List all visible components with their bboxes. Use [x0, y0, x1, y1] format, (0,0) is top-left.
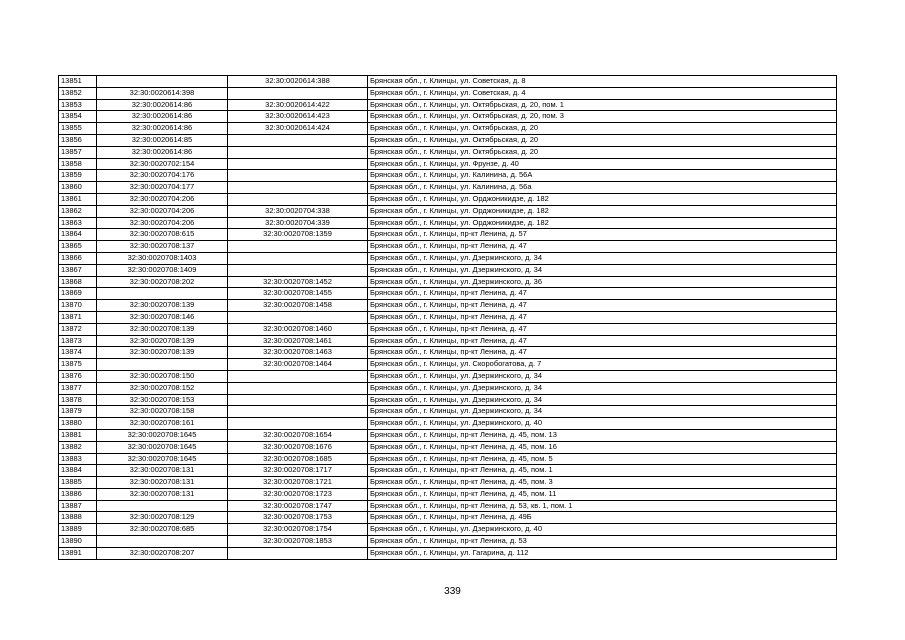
row-number-cell: 13880 — [59, 418, 97, 430]
row-number-cell: 13854 — [59, 111, 97, 123]
object-cadastral-number-cell: 32:30:0020708:1685 — [228, 453, 368, 465]
land-cadastral-number-cell: 32:30:0020614:398 — [97, 87, 228, 99]
address-cell: Брянская обл., г. Клинцы, ул. Дзержинского, д. 40 — [368, 524, 837, 536]
row-number-cell: 13861 — [59, 193, 97, 205]
address-cell: Брянская обл., г. Клинцы, ул. Орджоникидзе, д. 182 — [368, 193, 837, 205]
land-cadastral-number-cell: 32:30:0020708:139 — [97, 323, 228, 335]
object-cadastral-number-cell: 32:30:0020708:1455 — [228, 288, 368, 300]
table-row — [59, 300, 837, 312]
row-number-cell: 13869 — [59, 288, 97, 300]
address-cell: Брянская обл., г. Клинцы, пр-кт Ленина, д. 45, пом. 13 — [368, 429, 837, 441]
land-cadastral-number-cell: 32:30:0020708:1409 — [97, 264, 228, 276]
address-cell: Брянская обл., г. Клинцы, ул. Октябрьская, д. 20 — [368, 123, 837, 135]
table-row — [59, 229, 837, 241]
row-number-cell: 13884 — [59, 465, 97, 477]
row-number-cell: 13878 — [59, 394, 97, 406]
address-cell: Брянская обл., г. Клинцы, ул. Гагарина, д. 112 — [368, 547, 837, 559]
land-cadastral-number-cell: 32:30:0020708:139 — [97, 335, 228, 347]
row-number-cell: 13876 — [59, 370, 97, 382]
object-cadastral-number-cell: 32:30:0020708:1460 — [228, 323, 368, 335]
address-cell: Брянская обл., г. Клинцы, пр-кт Ленина, д. 47 — [368, 300, 837, 312]
row-number-cell: 13852 — [59, 87, 97, 99]
object-cadastral-number-cell: 32:30:0020614:423 — [228, 111, 368, 123]
address-cell: Брянская обл., г. Клинцы, ул. Октябрьская, д. 20, пом. 1 — [368, 99, 837, 111]
land-cadastral-number-cell — [97, 76, 228, 88]
row-number-cell: 13859 — [59, 170, 97, 182]
table-row — [59, 311, 837, 323]
table-row — [59, 123, 837, 135]
table-row — [59, 382, 837, 394]
land-cadastral-number-cell: 32:30:0020708:158 — [97, 406, 228, 418]
object-cadastral-number-cell: 32:30:0020708:1464 — [228, 359, 368, 371]
land-cadastral-number-cell: 32:30:0020708:129 — [97, 512, 228, 524]
table-row — [59, 441, 837, 453]
object-cadastral-number-cell: 32:30:0020708:1853 — [228, 536, 368, 548]
address-cell: Брянская обл., г. Клинцы, пр-кт Ленина, д. 47 — [368, 323, 837, 335]
address-cell: Брянская обл., г. Клинцы, ул. Калинина, д. 56А — [368, 170, 837, 182]
object-cadastral-number-cell: 32:30:0020708:1359 — [228, 229, 368, 241]
address-cell: Брянская обл., г. Клинцы, ул. Скоробогатова, д. 7 — [368, 359, 837, 371]
address-cell: Брянская обл., г. Клинцы, пр-кт Ленина, д. 45, пом. 16 — [368, 441, 837, 453]
row-number-cell: 13891 — [59, 547, 97, 559]
land-cadastral-number-cell: 32:30:0020708:137 — [97, 241, 228, 253]
row-number-cell: 13875 — [59, 359, 97, 371]
row-number-cell: 13858 — [59, 158, 97, 170]
table-row — [59, 87, 837, 99]
row-number-cell: 13872 — [59, 323, 97, 335]
object-cadastral-number-cell — [228, 193, 368, 205]
table-row — [59, 182, 837, 194]
row-number-cell: 13882 — [59, 441, 97, 453]
address-cell: Брянская обл., г. Клинцы, ул. Советская, д. 8 — [368, 76, 837, 88]
address-cell: Брянская обл., г. Клинцы, ул. Дзержинского, д. 40 — [368, 418, 837, 430]
land-cadastral-number-cell: 32:30:0020708:1403 — [97, 252, 228, 264]
row-number-cell: 13889 — [59, 524, 97, 536]
land-cadastral-number-cell: 32:30:0020614:86 — [97, 146, 228, 158]
row-number-cell: 13877 — [59, 382, 97, 394]
address-cell: Брянская обл., г. Клинцы, ул. Калинина, д. 56а — [368, 182, 837, 194]
land-cadastral-number-cell: 32:30:0020708:150 — [97, 370, 228, 382]
row-number-cell: 13853 — [59, 99, 97, 111]
table-row — [59, 512, 837, 524]
row-number-cell: 13883 — [59, 453, 97, 465]
row-number-cell: 13867 — [59, 264, 97, 276]
object-cadastral-number-cell — [228, 370, 368, 382]
object-cadastral-number-cell: 32:30:0020708:1452 — [228, 276, 368, 288]
object-cadastral-number-cell: 32:30:0020708:1723 — [228, 488, 368, 500]
land-cadastral-number-cell: 32:30:0020704:206 — [97, 205, 228, 217]
row-number-cell: 13862 — [59, 205, 97, 217]
table-row — [59, 158, 837, 170]
row-number-cell: 13879 — [59, 406, 97, 418]
table-row — [59, 205, 837, 217]
object-cadastral-number-cell — [228, 241, 368, 253]
address-cell: Брянская обл., г. Клинцы, пр-кт Ленина, д. 53, кв. 1, пом. 1 — [368, 500, 837, 512]
row-number-cell: 13870 — [59, 300, 97, 312]
land-cadastral-number-cell: 32:30:0020708:207 — [97, 547, 228, 559]
object-cadastral-number-cell — [228, 170, 368, 182]
row-number-cell: 13881 — [59, 429, 97, 441]
address-cell: Брянская обл., г. Клинцы, ул. Дзержинского, д. 34 — [368, 264, 837, 276]
object-cadastral-number-cell — [228, 406, 368, 418]
address-cell: Брянская обл., г. Клинцы, пр-кт Ленина, д. 45, пом. 1 — [368, 465, 837, 477]
row-number-cell: 13866 — [59, 252, 97, 264]
table-row — [59, 429, 837, 441]
object-cadastral-number-cell — [228, 547, 368, 559]
land-cadastral-number-cell — [97, 359, 228, 371]
object-cadastral-number-cell: 32:30:0020708:1754 — [228, 524, 368, 536]
row-number-cell: 13864 — [59, 229, 97, 241]
land-cadastral-number-cell: 32:30:0020708:161 — [97, 418, 228, 430]
address-cell: Брянская обл., г. Клинцы, ул. Октябрьская, д. 20 — [368, 134, 837, 146]
land-cadastral-number-cell: 32:30:0020708:146 — [97, 311, 228, 323]
table-row — [59, 193, 837, 205]
land-cadastral-number-cell: 32:30:0020704:177 — [97, 182, 228, 194]
address-cell: Брянская обл., г. Клинцы, пр-кт Ленина, д. 47 — [368, 347, 837, 359]
table-row — [59, 453, 837, 465]
table-row — [59, 170, 837, 182]
land-cadastral-number-cell: 32:30:0020704:206 — [97, 193, 228, 205]
land-cadastral-number-cell: 32:30:0020708:1645 — [97, 453, 228, 465]
land-cadastral-number-cell: 32:30:0020708:139 — [97, 300, 228, 312]
object-cadastral-number-cell: 32:30:0020708:1717 — [228, 465, 368, 477]
object-cadastral-number-cell: 32:30:0020708:1463 — [228, 347, 368, 359]
object-cadastral-number-cell: 32:30:0020708:1721 — [228, 477, 368, 489]
land-cadastral-number-cell: 32:30:0020708:131 — [97, 465, 228, 477]
row-number-cell: 13865 — [59, 241, 97, 253]
object-cadastral-number-cell — [228, 134, 368, 146]
table-row — [59, 276, 837, 288]
row-number-cell: 13885 — [59, 477, 97, 489]
address-cell: Брянская обл., г. Клинцы, пр-кт Ленина, д. 45, пом. 5 — [368, 453, 837, 465]
address-cell: Брянская обл., г. Клинцы, ул. Дзержинского, д. 34 — [368, 406, 837, 418]
land-cadastral-number-cell — [97, 288, 228, 300]
address-cell: Брянская обл., г. Клинцы, ул. Октябрьская, д. 20, пом. 3 — [368, 111, 837, 123]
table-row — [59, 323, 837, 335]
object-cadastral-number-cell: 32:30:0020614:424 — [228, 123, 368, 135]
table-row — [59, 288, 837, 300]
address-cell: Брянская обл., г. Клинцы, ул. Советская, д. 4 — [368, 87, 837, 99]
address-cell: Брянская обл., г. Клинцы, пр-кт Ленина, д. 49Б — [368, 512, 837, 524]
object-cadastral-number-cell — [228, 87, 368, 99]
land-cadastral-number-cell: 32:30:0020614:86 — [97, 111, 228, 123]
address-cell: Брянская обл., г. Клинцы, пр-кт Ленина, д. 47 — [368, 288, 837, 300]
row-number-cell: 13857 — [59, 146, 97, 158]
object-cadastral-number-cell — [228, 252, 368, 264]
address-cell: Брянская обл., г. Клинцы, пр-кт Ленина, д. 47 — [368, 311, 837, 323]
table-row — [59, 335, 837, 347]
object-cadastral-number-cell — [228, 382, 368, 394]
land-cadastral-number-cell: 32:30:0020708:685 — [97, 524, 228, 536]
object-cadastral-number-cell: 32:30:0020708:1747 — [228, 500, 368, 512]
table-row — [59, 547, 837, 559]
address-cell: Брянская обл., г. Клинцы, ул. Орджоникидзе, д. 182 — [368, 205, 837, 217]
table-row — [59, 488, 837, 500]
table-row — [59, 146, 837, 158]
land-cadastral-number-cell: 32:30:0020708:131 — [97, 477, 228, 489]
row-number-cell: 13890 — [59, 536, 97, 548]
row-number-cell: 13874 — [59, 347, 97, 359]
address-cell: Брянская обл., г. Клинцы, пр-кт Ленина, д. 45, пом. 3 — [368, 477, 837, 489]
object-cadastral-number-cell — [228, 311, 368, 323]
land-cadastral-number-cell: 32:30:0020708:615 — [97, 229, 228, 241]
land-cadastral-number-cell — [97, 536, 228, 548]
page-number: 339 — [444, 586, 461, 597]
table-row — [59, 347, 837, 359]
table-row — [59, 359, 837, 371]
registry-table — [58, 75, 837, 560]
row-number-cell: 13873 — [59, 335, 97, 347]
object-cadastral-number-cell: 32:30:0020704:339 — [228, 217, 368, 229]
land-cadastral-number-cell: 32:30:0020708:153 — [97, 394, 228, 406]
land-cadastral-number-cell: 32:30:0020708:152 — [97, 382, 228, 394]
land-cadastral-number-cell: 32:30:0020708:1645 — [97, 441, 228, 453]
table-row — [59, 418, 837, 430]
row-number-cell: 13888 — [59, 512, 97, 524]
table-row — [59, 536, 837, 548]
address-cell: Брянская обл., г. Клинцы, ул. Дзержинского, д. 36 — [368, 276, 837, 288]
object-cadastral-number-cell: 32:30:0020708:1753 — [228, 512, 368, 524]
row-number-cell: 13851 — [59, 76, 97, 88]
object-cadastral-number-cell: 32:30:0020708:1676 — [228, 441, 368, 453]
object-cadastral-number-cell — [228, 158, 368, 170]
table-row — [59, 465, 837, 477]
address-cell: Брянская обл., г. Клинцы, пр-кт Ленина, д. 57 — [368, 229, 837, 241]
table-row — [59, 264, 837, 276]
table-row — [59, 241, 837, 253]
table-row — [59, 500, 837, 512]
row-number-cell: 13868 — [59, 276, 97, 288]
table-row — [59, 76, 837, 88]
object-cadastral-number-cell: 32:30:0020708:1461 — [228, 335, 368, 347]
object-cadastral-number-cell: 32:30:0020704:338 — [228, 205, 368, 217]
address-cell: Брянская обл., г. Клинцы, ул. Орджоникидзе, д. 182 — [368, 217, 837, 229]
land-cadastral-number-cell: 32:30:0020708:1645 — [97, 429, 228, 441]
table-row — [59, 524, 837, 536]
registry-table-body — [59, 76, 837, 560]
address-cell: Брянская обл., г. Клинцы, пр-кт Ленина, д. 53 — [368, 536, 837, 548]
address-cell: Брянская обл., г. Клинцы, пр-кт Ленина, д. 47 — [368, 335, 837, 347]
object-cadastral-number-cell: 32:30:0020614:388 — [228, 76, 368, 88]
address-cell: Брянская обл., г. Клинцы, пр-кт Ленина, д. 45, пом. 11 — [368, 488, 837, 500]
row-number-cell: 13887 — [59, 500, 97, 512]
object-cadastral-number-cell — [228, 418, 368, 430]
object-cadastral-number-cell — [228, 146, 368, 158]
table-row — [59, 111, 837, 123]
address-cell: Брянская обл., г. Клинцы, ул. Дзержинского, д. 34 — [368, 382, 837, 394]
address-cell: Брянская обл., г. Клинцы, ул. Дзержинского, д. 34 — [368, 252, 837, 264]
table-row — [59, 217, 837, 229]
land-cadastral-number-cell: 32:30:0020704:176 — [97, 170, 228, 182]
address-cell: Брянская обл., г. Клинцы, ул. Дзержинского, д. 34 — [368, 370, 837, 382]
land-cadastral-number-cell: 32:30:0020704:206 — [97, 217, 228, 229]
row-number-cell: 13871 — [59, 311, 97, 323]
table-row — [59, 406, 837, 418]
row-number-cell: 13860 — [59, 182, 97, 194]
object-cadastral-number-cell — [228, 182, 368, 194]
land-cadastral-number-cell: 32:30:0020708:139 — [97, 347, 228, 359]
object-cadastral-number-cell — [228, 394, 368, 406]
address-cell: Брянская обл., г. Клинцы, ул. Дзержинского, д. 34 — [368, 394, 837, 406]
land-cadastral-number-cell: 32:30:0020614:86 — [97, 123, 228, 135]
row-number-cell: 13863 — [59, 217, 97, 229]
address-cell: Брянская обл., г. Клинцы, ул. Октябрьская, д. 20 — [368, 146, 837, 158]
object-cadastral-number-cell: 32:30:0020708:1654 — [228, 429, 368, 441]
address-cell: Брянская обл., г. Клинцы, пр-кт Ленина, д. 47 — [368, 241, 837, 253]
object-cadastral-number-cell: 32:30:0020614:422 — [228, 99, 368, 111]
land-cadastral-number-cell: 32:30:0020702:154 — [97, 158, 228, 170]
land-cadastral-number-cell: 32:30:0020708:131 — [97, 488, 228, 500]
row-number-cell: 13855 — [59, 123, 97, 135]
table-row — [59, 252, 837, 264]
land-cadastral-number-cell: 32:30:0020614:86 — [97, 99, 228, 111]
land-cadastral-number-cell — [97, 500, 228, 512]
table-row — [59, 477, 837, 489]
object-cadastral-number-cell: 32:30:0020708:1458 — [228, 300, 368, 312]
row-number-cell: 13856 — [59, 134, 97, 146]
land-cadastral-number-cell: 32:30:0020708:202 — [97, 276, 228, 288]
table-row — [59, 370, 837, 382]
address-cell: Брянская обл., г. Клинцы, ул. Фрунзе, д. 40 — [368, 158, 837, 170]
table-row — [59, 99, 837, 111]
table-row — [59, 394, 837, 406]
land-cadastral-number-cell: 32:30:0020614:85 — [97, 134, 228, 146]
table-row — [59, 134, 837, 146]
object-cadastral-number-cell — [228, 264, 368, 276]
row-number-cell: 13886 — [59, 488, 97, 500]
